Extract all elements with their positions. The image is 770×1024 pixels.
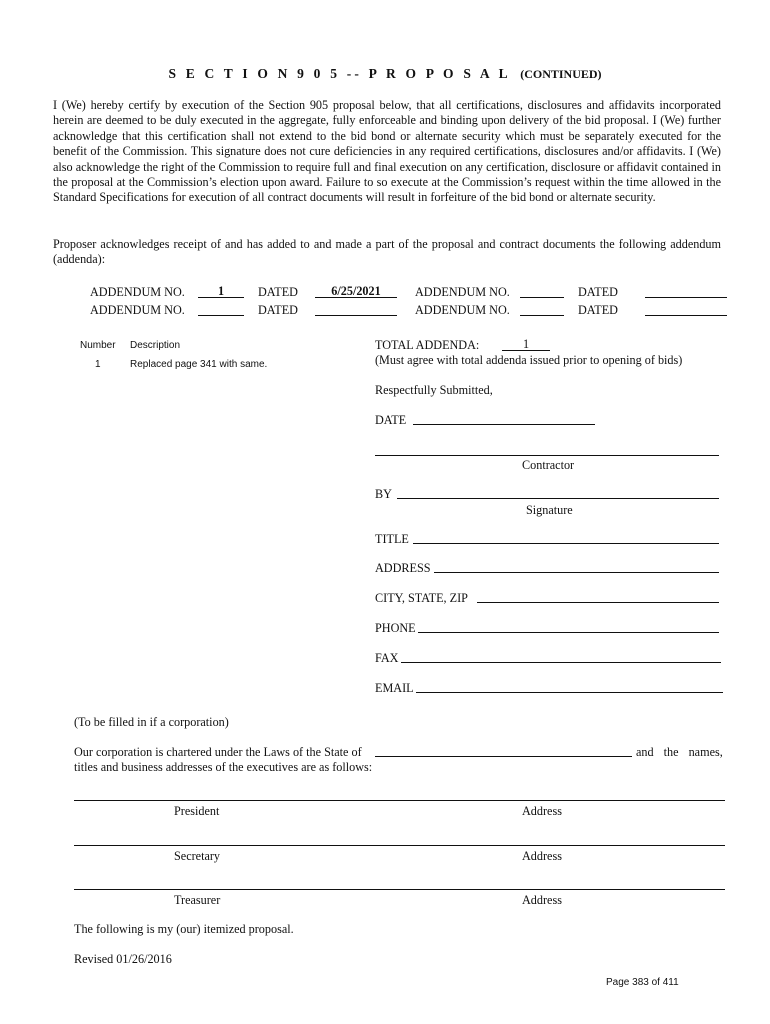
respectfully-submitted: Respectfully Submitted, — [375, 383, 493, 397]
state-of-charter-field[interactable] — [375, 745, 632, 757]
contractor-caption: Contractor — [522, 458, 575, 472]
title-label: TITLE — [375, 532, 409, 546]
addendum-label-1: ADDENDUM NO. — [90, 285, 185, 299]
chartered-suffix: and the names, — [636, 745, 723, 759]
addendum-date-2[interactable] — [315, 303, 397, 316]
addenda-intro: Proposer acknowledges receipt of and has added to and made a part of the proposal and contract documents the following addendum (addenda): — [53, 237, 721, 267]
dated-label-2b: DATED — [578, 303, 618, 317]
addendum-number-2[interactable] — [198, 303, 244, 316]
title-field[interactable] — [413, 532, 719, 544]
addendum-date-2b[interactable] — [645, 303, 727, 316]
chartered-line2: titles and business addresses of the executives are as follows: — [74, 760, 373, 774]
president-line[interactable] — [74, 800, 725, 801]
secretary-address-caption: Address — [522, 849, 562, 863]
dated-label-1: DATED — [258, 285, 298, 299]
city-state-zip-field[interactable] — [477, 591, 719, 603]
addendum-number-2b[interactable] — [520, 303, 564, 316]
total-addenda-label: TOTAL ADDENDA: — [375, 338, 480, 352]
addenda-table-row-description: Replaced page 341 with same. — [130, 359, 268, 370]
dated-label-1b: DATED — [578, 285, 618, 299]
addenda-table-row-number: 1 — [95, 359, 101, 370]
address-label: ADDRESS — [375, 561, 431, 575]
phone-field[interactable] — [418, 621, 719, 633]
secretary-line[interactable] — [74, 845, 725, 846]
by-field[interactable] — [397, 487, 719, 499]
email-label: EMAIL — [375, 681, 414, 695]
total-addenda-note: (Must agree with total addenda issued prior to opening of bids) — [375, 353, 683, 367]
treasurer-line[interactable] — [74, 889, 725, 890]
fax-field[interactable] — [401, 651, 721, 663]
section-title — [0, 66, 770, 82]
total-addenda-value[interactable]: 1 — [502, 338, 550, 351]
by-label: BY — [375, 487, 392, 501]
page-number: Page 383 of 411 — [606, 977, 679, 988]
president-caption: President — [174, 804, 220, 818]
signature-caption: Signature — [526, 503, 573, 517]
email-field[interactable] — [416, 681, 723, 693]
date-field[interactable] — [413, 413, 595, 425]
treasurer-address-caption: Address — [522, 893, 562, 907]
city-state-zip-label: CITY, STATE, ZIP — [375, 591, 468, 605]
dated-label-2: DATED — [258, 303, 298, 317]
president-address-caption: Address — [522, 804, 562, 818]
addendum-date-1[interactable]: 6/25/2021 — [315, 285, 397, 298]
addendum-number-1b[interactable] — [520, 285, 564, 298]
section-title-main: S E C T I O N 9 0 5 -- P R O P O S A L — [168, 66, 511, 81]
addenda-table-header-number: Number — [80, 340, 116, 351]
addenda-table-header-description: Description — [130, 340, 181, 351]
address-field[interactable] — [434, 561, 719, 573]
revised-date: Revised 01/26/2016 — [74, 952, 172, 966]
chartered-prefix: Our corporation is chartered under the Laws of the State of — [74, 745, 362, 759]
phone-label: PHONE — [375, 621, 416, 635]
treasurer-caption: Treasurer — [174, 893, 221, 907]
certification-paragraph: I (We) hereby certify by execution of the Section 905 proposal below, that all certifications, disclosures and affidavits incorporated herein are deemed to be duly executed in the aggregate, fully enforceable and binding upon delivery of the bid proposal. I (We) further acknowledge that this certification shall not extend to the bid bond or alternate security which must be separately executed for the benefit of the Commission. This signature does not cure deficiencies in any required certifications, disclosures and/or affidavits. I (We) also acknowledge the right of the Commission to require full and final execution on any certification, disclosure or affidavit contained in the proposal at the Commission’s election upon award. Failure to so execute at the Commission’s request within the time allowed in the Standard Specifications for execution of all contract documents will result in forfeiture of the bid bond or alternate security. — [53, 98, 721, 205]
addendum-date-1b[interactable] — [645, 285, 727, 298]
addendum-label-2b: ADDENDUM NO. — [415, 303, 510, 317]
addendum-label-2: ADDENDUM NO. — [90, 303, 185, 317]
corporation-note: (To be filled in if a corporation) — [74, 715, 229, 729]
fax-label: FAX — [375, 651, 399, 665]
secretary-caption: Secretary — [174, 849, 221, 863]
addendum-label-1b: ADDENDUM NO. — [415, 285, 510, 299]
section-title-suffix: (CONTINUED) — [520, 67, 602, 81]
date-label: DATE — [375, 413, 407, 427]
itemized-proposal-note: The following is my (our) itemized proposal. — [74, 922, 294, 936]
addendum-number-1[interactable]: 1 — [198, 285, 244, 298]
contractor-field[interactable] — [375, 455, 719, 456]
